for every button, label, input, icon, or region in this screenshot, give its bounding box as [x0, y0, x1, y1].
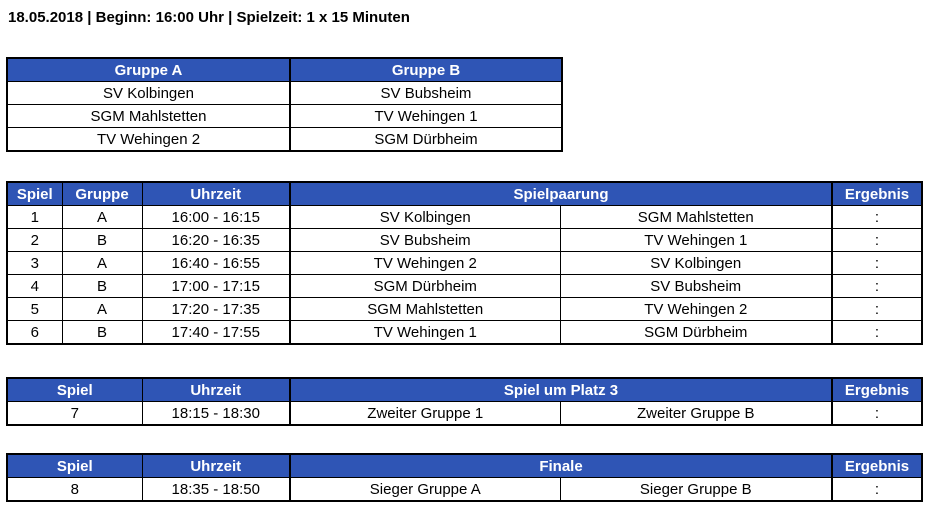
uhrzeit-cell: 16:40 - 16:55 — [142, 252, 290, 275]
group-b-team: TV Wehingen 1 — [290, 105, 562, 128]
table-row — [7, 402, 922, 426]
uhrzeit-header: Uhrzeit — [142, 182, 290, 206]
ergebnis-cell: : — [832, 298, 922, 321]
spiel-cell: 3 — [7, 252, 62, 275]
group-a-header: Gruppe A — [7, 58, 290, 82]
group-b-header: Gruppe B — [290, 58, 562, 82]
table-row — [7, 206, 922, 229]
gruppe-cell: B — [62, 321, 142, 345]
ergebnis-cell: : — [832, 229, 922, 252]
ergebnis-header: Ergebnis — [832, 182, 922, 206]
spiel-cell: 1 — [7, 206, 62, 229]
group-a-team: SGM Mahlstetten — [7, 105, 290, 128]
schedule-table — [6, 181, 923, 345]
home-team-cell: TV Wehingen 1 — [290, 321, 560, 345]
uhrzeit-cell: 16:20 - 16:35 — [142, 229, 290, 252]
groups-row — [7, 128, 562, 152]
uhrzeit-cell: 18:15 - 18:30 — [142, 402, 290, 426]
group-b-team: SV Bubsheim — [290, 82, 562, 105]
spiel-header: Spiel — [7, 182, 62, 206]
away-team-cell: SV Kolbingen — [560, 252, 832, 275]
gruppe-header: Gruppe — [62, 182, 142, 206]
table-row — [7, 321, 922, 345]
spiel-cell: 5 — [7, 298, 62, 321]
schedule-header-row — [7, 182, 922, 206]
home-team-cell: SGM Mahlstetten — [290, 298, 560, 321]
spiel-um-platz-3-header: Spiel um Platz 3 — [290, 378, 832, 402]
finale-header: Finale — [290, 454, 832, 478]
groups-table — [6, 57, 563, 152]
home-team-cell: Zweiter Gruppe 1 — [290, 402, 560, 426]
group-a-team: SV Kolbingen — [7, 82, 290, 105]
ergebnis-header: Ergebnis — [832, 454, 922, 478]
table-row — [7, 298, 922, 321]
third-place-header-row — [7, 378, 922, 402]
groups-header-row — [7, 58, 562, 82]
uhrzeit-cell: 16:00 - 16:15 — [142, 206, 290, 229]
home-team-cell: Sieger Gruppe A — [290, 478, 560, 502]
gruppe-cell: A — [62, 298, 142, 321]
ergebnis-cell: : — [832, 252, 922, 275]
away-team-cell: SGM Dürbheim — [560, 321, 832, 345]
spielpaarung-header: Spielpaarung — [290, 182, 832, 206]
spiel-cell: 4 — [7, 275, 62, 298]
table-row — [7, 252, 922, 275]
gruppe-cell: B — [62, 229, 142, 252]
ergebnis-cell: : — [832, 321, 922, 345]
third-place-table — [6, 377, 923, 426]
spiel-header: Spiel — [7, 378, 142, 402]
table-row — [7, 275, 922, 298]
away-team-cell: SV Bubsheim — [560, 275, 832, 298]
ergebnis-cell: : — [832, 402, 922, 426]
spiel-cell: 6 — [7, 321, 62, 345]
home-team-cell: TV Wehingen 2 — [290, 252, 560, 275]
spiel-cell: 2 — [7, 229, 62, 252]
group-a-team: TV Wehingen 2 — [7, 128, 290, 152]
uhrzeit-cell: 17:20 - 17:35 — [142, 298, 290, 321]
groups-row — [7, 82, 562, 105]
spiel-cell: 8 — [7, 478, 142, 502]
final-table — [6, 453, 923, 502]
gruppe-cell: B — [62, 275, 142, 298]
uhrzeit-header: Uhrzeit — [142, 378, 290, 402]
home-team-cell: SV Bubsheim — [290, 229, 560, 252]
away-team-cell: TV Wehingen 1 — [560, 229, 832, 252]
home-team-cell: SGM Dürbheim — [290, 275, 560, 298]
uhrzeit-cell: 17:00 - 17:15 — [142, 275, 290, 298]
away-team-cell: TV Wehingen 2 — [560, 298, 832, 321]
table-row — [7, 478, 922, 502]
ergebnis-cell: : — [832, 206, 922, 229]
ergebnis-header: Ergebnis — [832, 378, 922, 402]
uhrzeit-cell: 17:40 - 17:55 — [142, 321, 290, 345]
away-team-cell: SGM Mahlstetten — [560, 206, 832, 229]
gruppe-cell: A — [62, 252, 142, 275]
ergebnis-cell: : — [832, 478, 922, 502]
page-title: 18.05.2018 | Beginn: 16:00 Uhr | Spielzeit: 1 x 15 Minuten — [8, 9, 410, 26]
away-team-cell: Zweiter Gruppe B — [560, 402, 832, 426]
spiel-cell: 7 — [7, 402, 142, 426]
final-header-row — [7, 454, 922, 478]
gruppe-cell: A — [62, 206, 142, 229]
home-team-cell: SV Kolbingen — [290, 206, 560, 229]
ergebnis-cell: : — [832, 275, 922, 298]
table-row — [7, 229, 922, 252]
groups-row — [7, 105, 562, 128]
spiel-header: Spiel — [7, 454, 142, 478]
uhrzeit-cell: 18:35 - 18:50 — [142, 478, 290, 502]
group-b-team: SGM Dürbheim — [290, 128, 562, 152]
uhrzeit-header: Uhrzeit — [142, 454, 290, 478]
away-team-cell: Sieger Gruppe B — [560, 478, 832, 502]
